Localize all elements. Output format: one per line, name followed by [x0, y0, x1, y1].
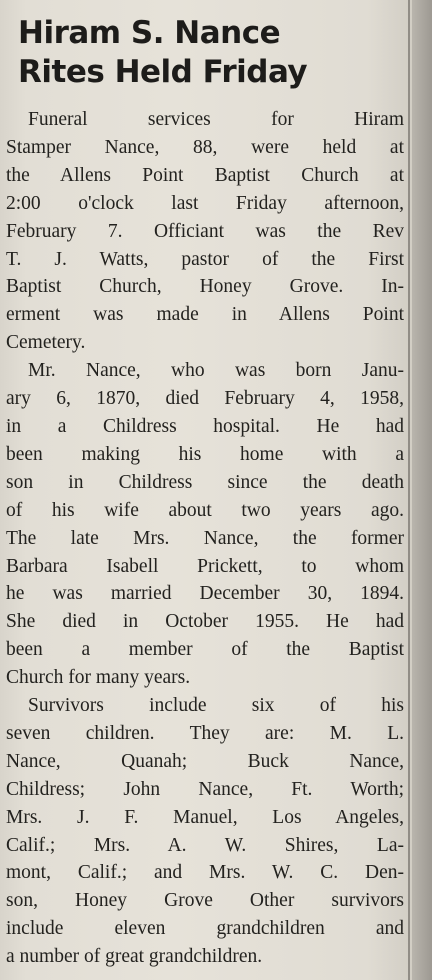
- text-line: Funeral services for Hiram: [28, 109, 404, 130]
- paragraph-1: [6, 106, 404, 357]
- text-line: seven children. They are: M. L.: [6, 722, 404, 744]
- text-line: in a Childress hospital. He had: [6, 415, 404, 437]
- headline: [18, 14, 398, 92]
- text-line: Calif.; Mrs. A. W. Shires, La-: [6, 834, 404, 856]
- text-line: been a member of the Baptist: [6, 639, 404, 661]
- column-rule: [408, 0, 410, 980]
- text-line: Cemetery.: [6, 332, 86, 354]
- text-line: 2:00 o'clock last Friday afternoon,: [6, 192, 404, 214]
- paragraph-2: [6, 357, 404, 692]
- text-line: Survivors include six of his: [28, 695, 404, 717]
- text-line: erment was made in Allens Point: [6, 304, 404, 326]
- headline-line-2: Rites Held Friday: [18, 54, 308, 90]
- text-line: The late Mrs. Nance, the former: [6, 527, 404, 549]
- text-line: Childress; John Nance, Ft. Worth;: [6, 778, 404, 800]
- text-line: been making his home with a: [6, 443, 404, 465]
- text-line: son in Childress since the death: [6, 471, 404, 493]
- adjacent-column-edge: [412, 0, 432, 980]
- text-line: February 7. Officiant was the Rev: [6, 220, 404, 242]
- text-line: he was married December 30, 1894.: [6, 583, 404, 605]
- text-line: son, Honey Grove Other survivors: [6, 890, 404, 912]
- text-line: Barbara Isabell Prickett, to whom: [6, 555, 404, 577]
- article-body: [6, 106, 404, 971]
- text-line: the Allens Point Baptist Church at: [6, 164, 404, 186]
- text-line: include eleven grandchildren and: [6, 918, 404, 940]
- text-line: of his wife about two years ago.: [6, 499, 404, 521]
- headline-line-1: Hiram S. Nance: [18, 15, 281, 51]
- text-line: Mr. Nance, who was born Janu-: [28, 360, 404, 382]
- text-line: Nance, Quanah; Buck Nance,: [6, 750, 404, 772]
- text-line: Church for many years.: [6, 667, 191, 689]
- text-line: She died in October 1955. He had: [6, 611, 404, 633]
- text-line: ary 6, 1870, died February 4, 1958,: [6, 388, 404, 410]
- text-line: a number of great grandchildren.: [6, 946, 263, 968]
- text-line: mont, Calif.; and Mrs. W. C. Den-: [6, 862, 404, 884]
- paragraph-3: [6, 692, 404, 971]
- text-line: Mrs. J. F. Manuel, Los Angeles,: [6, 806, 404, 828]
- text-line: Stamper Nance, 88, were held at: [6, 136, 404, 158]
- text-line: T. J. Watts, pastor of the First: [6, 248, 404, 270]
- text-line: Baptist Church, Honey Grove. In-: [6, 276, 404, 298]
